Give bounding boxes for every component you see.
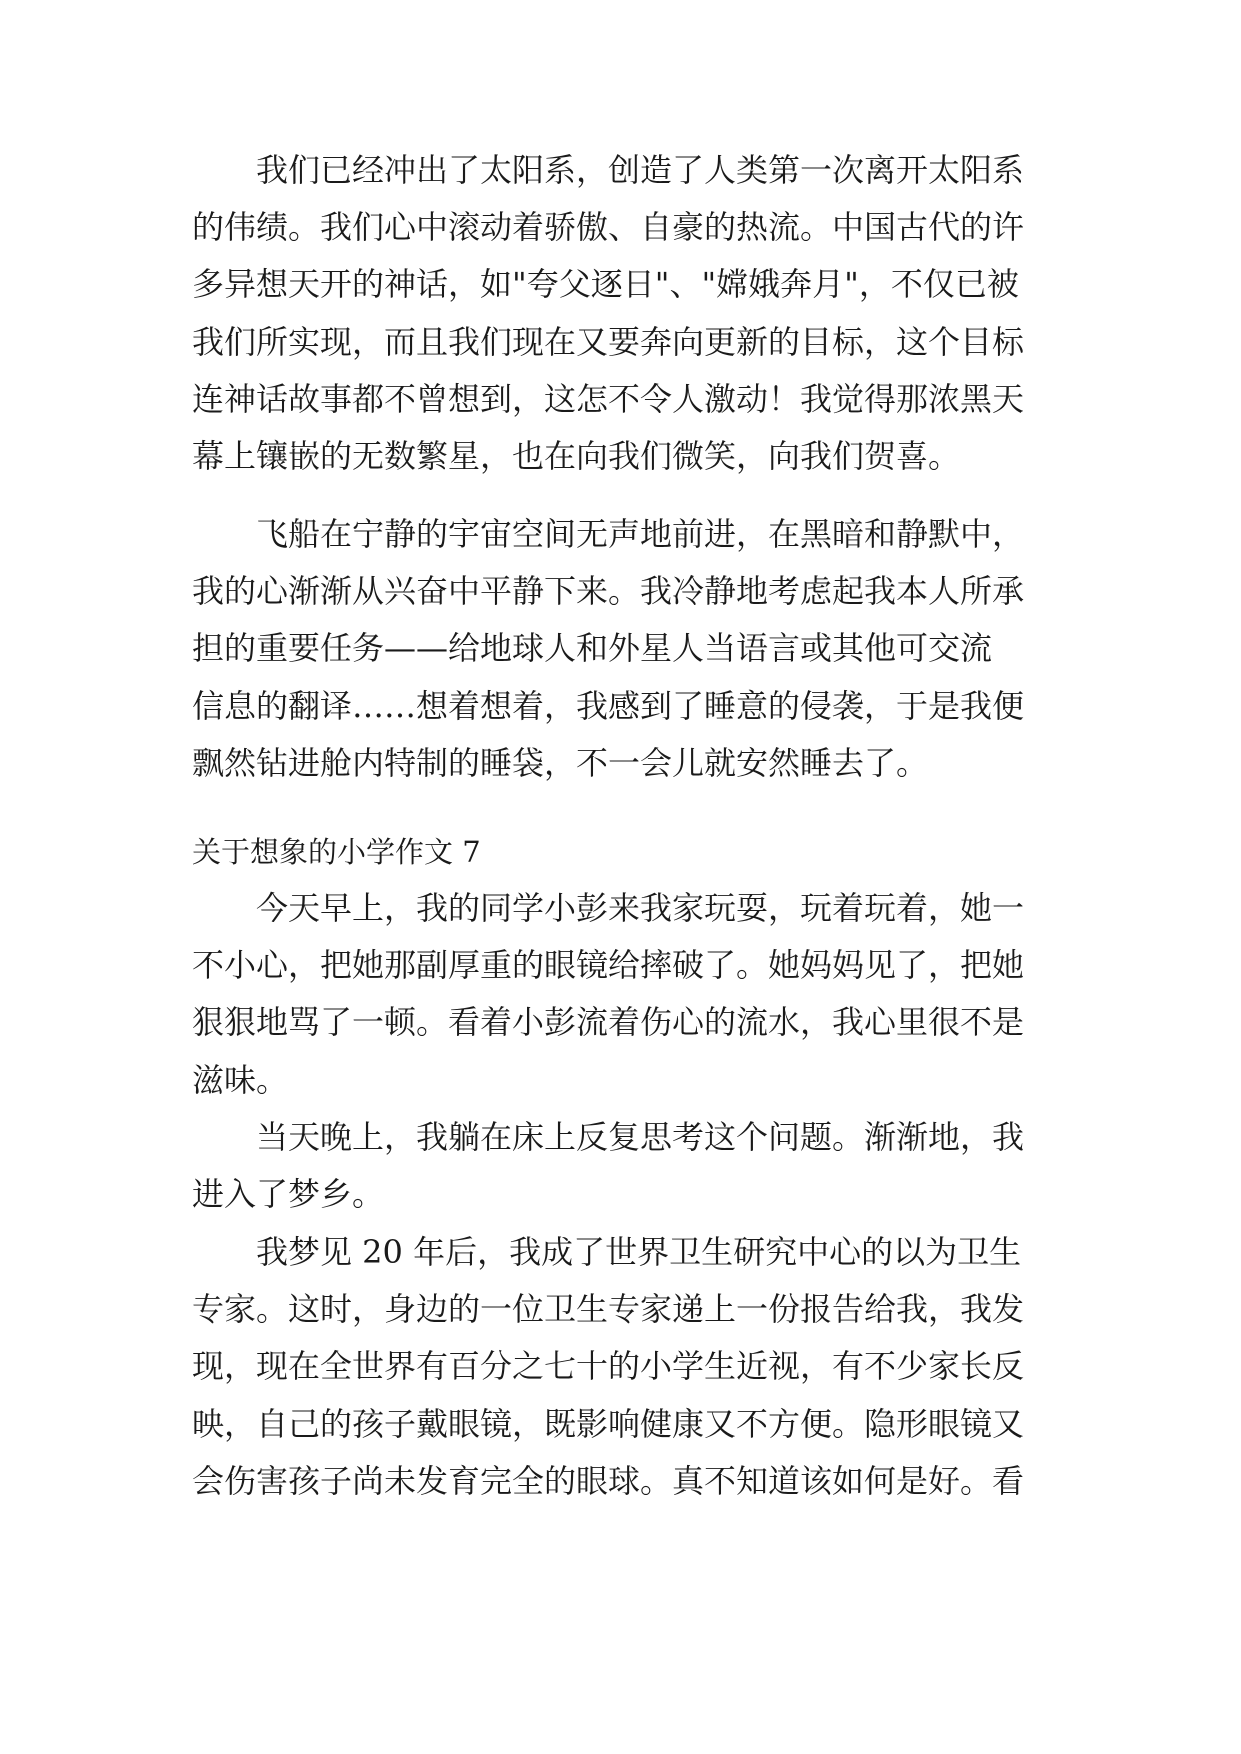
paragraph-line: 我的心渐渐从兴奋中平静下来。我冷静地考虑起我本人所承 [192,572,1025,610]
paragraph-line: 进入了梦乡。 [192,1175,385,1213]
paragraph-line: 幕上镶嵌的无数繁星，也在向我们微笑，向我们贺喜。 [192,437,961,475]
section-title-text: 关于想象的小学作文 7 [192,835,481,869]
paragraph-line: 连神话故事都不曾想到，这怎不令人激动！我觉得那浓黑天 [192,380,1025,418]
paragraph-line: 我们已经冲出了太阳系，创造了人类第一次离开太阳系 [192,151,1025,189]
section-title [192,830,1050,874]
paragraph-line: 信息的翻译……想着想着，我感到了睡意的侵袭，于是我便 [192,687,1025,725]
paragraph-line: 担的重要任务——给地球人和外星人当语言或其他可交流 [192,629,993,667]
paragraph-line: 飘然钻进舱内特制的睡袋，不一会儿就安然睡去了。 [192,744,929,782]
paragraph-line: 飞船在宁静的宇宙空间无声地前进，在黑暗和静默中， [192,515,1025,553]
paragraph-line: 会伤害孩子尚未发育完全的眼球。真不知道该如何是好。看 [192,1462,1025,1500]
paragraph-line: 狠狠地骂了一顿。看着小彭流着伤心的流水，我心里很不是 [192,1003,1025,1041]
paragraph-line: 我梦见 20 年后，我成了世界卫生研究中心的以为卫生 [192,1233,1022,1271]
paragraph-line: 的伟绩。我们心中滚动着骄傲、自豪的热流。中国古代的许 [192,208,1025,246]
paragraph-line: 当天晚上，我躺在床上反复思考这个问题。渐渐地，我 [192,1118,1025,1156]
paragraph-line: 不小心，把她那副厚重的眼镜给摔破了。她妈妈见了，把她 [192,946,1025,984]
paragraph-line: 专家。这时，身边的一位卫生专家递上一份报告给我，我发 [192,1290,1025,1328]
paragraph-line: 今天早上，我的同学小彭来我家玩耍，玩着玩着，她一 [192,889,1025,927]
paragraph-line: 现，现在全世界有百分之七十的小学生近视，有不少家长反 [192,1347,1025,1385]
paragraph-line: 映，自己的孩子戴眼镜，既影响健康又不方便。隐形眼镜又 [192,1405,1025,1443]
paragraph-line: 我们所实现，而且我们现在又要奔向更新的目标，这个目标 [192,323,1025,361]
paragraph-line: 多异想天开的神话，如"夸父逐日"、"嫦娥奔月"，不仅已被 [192,265,1019,303]
paragraph-line: 滋味。 [192,1061,289,1099]
